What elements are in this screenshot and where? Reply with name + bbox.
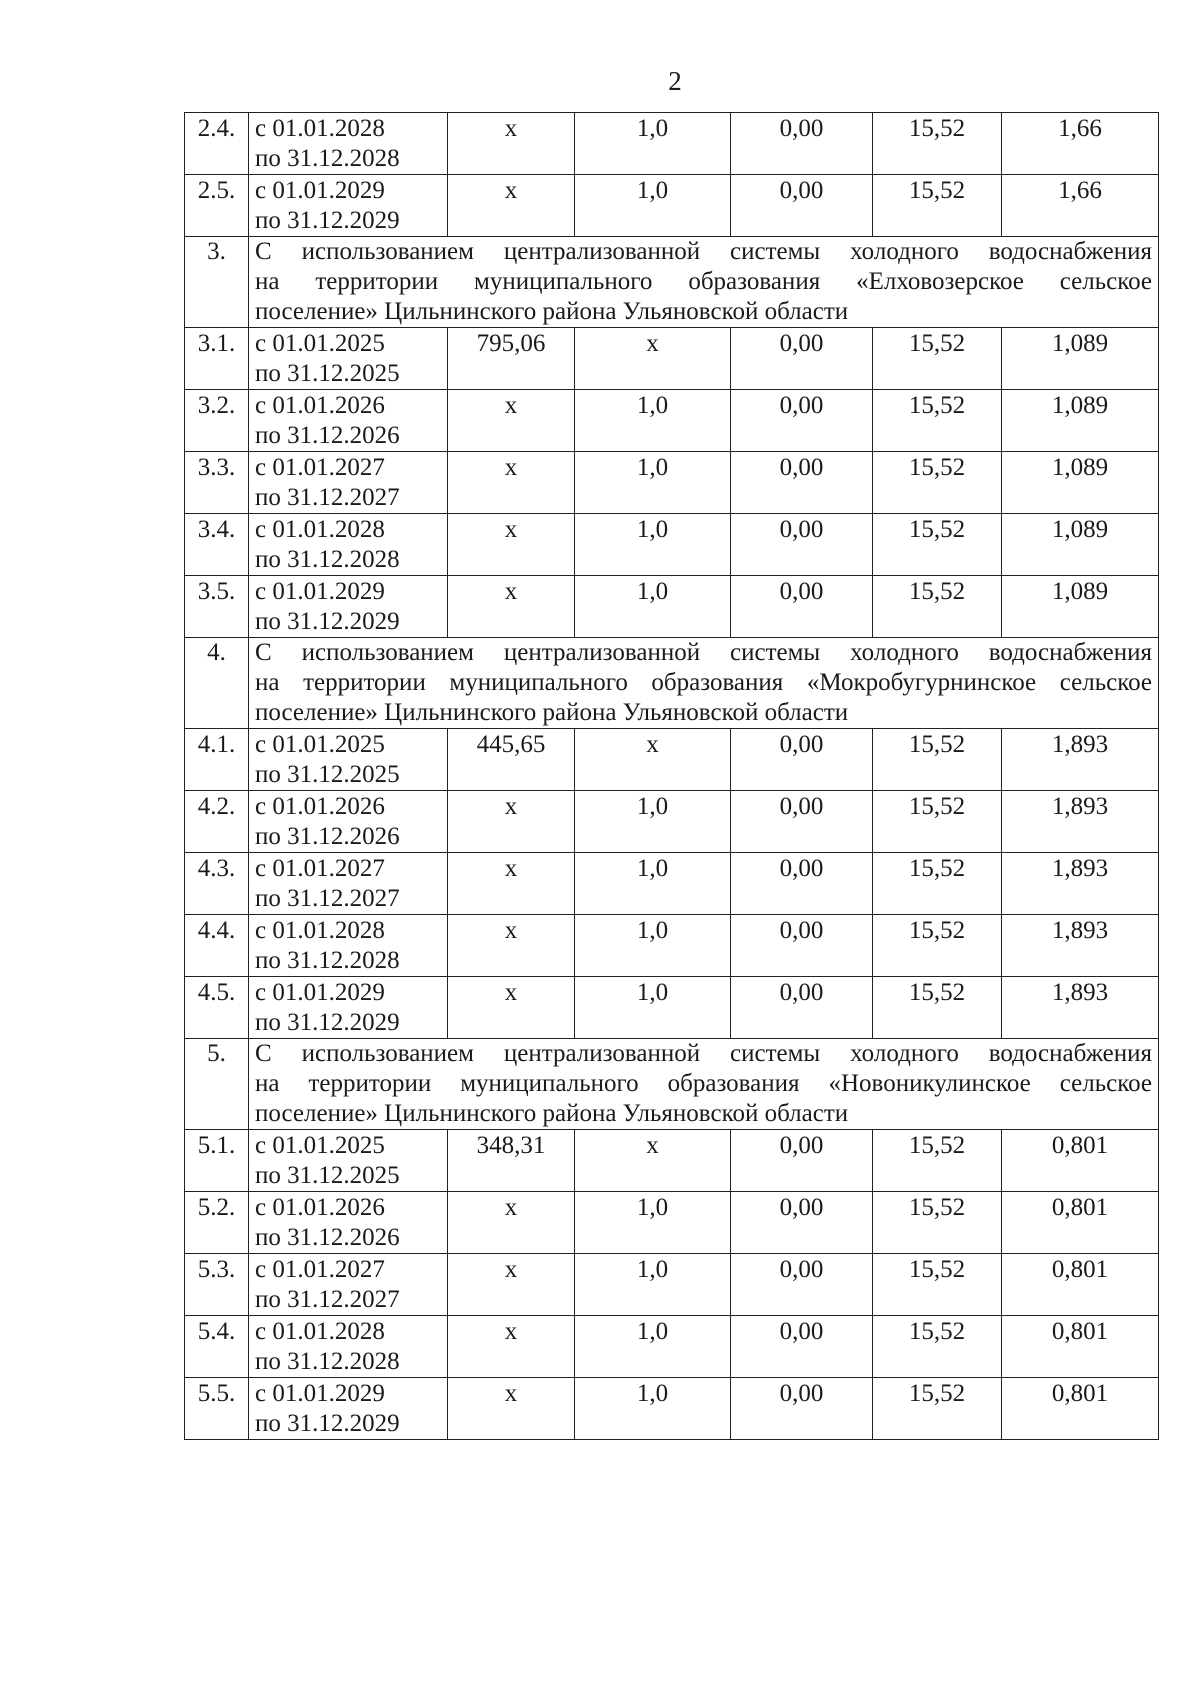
period-cell	[249, 514, 448, 576]
period-to: по 31.12.2026	[255, 422, 400, 449]
period-cell	[249, 113, 448, 175]
value-cell-3: х	[448, 576, 575, 638]
row-number-cell: 4.2.	[185, 791, 249, 853]
period-from: с 01.01.2027	[255, 855, 385, 882]
section-title-line: С использованием централизованной системы холодного водоснабжения	[255, 1040, 1152, 1067]
value-cell-5: 0,00	[731, 452, 873, 514]
value-cell-6: 15,52	[873, 390, 1002, 452]
period-cell	[249, 1192, 448, 1254]
table-row	[185, 1316, 1159, 1378]
row-number-cell: 4.3.	[185, 853, 249, 915]
value-cell-7: 0,801	[1002, 1130, 1159, 1192]
page-number: 2	[668, 66, 682, 96]
value-cell-5: 0,00	[731, 390, 873, 452]
period-to: по 31.12.2026	[255, 1224, 400, 1251]
period-cell	[249, 853, 448, 915]
value-cell-5: 0,00	[731, 1316, 873, 1378]
value-cell-3: х	[448, 113, 575, 175]
section-title-line: на территории муниципального образования «Елховозерское сельское	[255, 268, 1152, 295]
table-row	[185, 328, 1159, 390]
value-cell-7: 1,089	[1002, 514, 1159, 576]
table-row	[185, 1130, 1159, 1192]
value-cell-3: х	[448, 1316, 575, 1378]
period-cell	[249, 729, 448, 791]
value-cell-6: 15,52	[873, 1192, 1002, 1254]
value-cell-3: х	[448, 390, 575, 452]
period-cell	[249, 390, 448, 452]
value-cell-7: 1,089	[1002, 576, 1159, 638]
value-cell-4: 1,0	[575, 576, 731, 638]
value-cell-4: 1,0	[575, 977, 731, 1039]
value-cell-7: 1,893	[1002, 729, 1159, 791]
value-cell-4: 1,0	[575, 1378, 731, 1440]
period-from: с 01.01.2028	[255, 917, 385, 944]
row-number-cell: 5.3.	[185, 1254, 249, 1316]
value-cell-4: 1,0	[575, 1254, 731, 1316]
value-cell-6: 15,52	[873, 1316, 1002, 1378]
value-cell-7: 0,801	[1002, 1192, 1159, 1254]
table-row	[185, 390, 1159, 452]
value-cell-7: 1,893	[1002, 791, 1159, 853]
period-from: с 01.01.2025	[255, 330, 385, 357]
value-cell-6: 15,52	[873, 576, 1002, 638]
period-to: по 31.12.2029	[255, 608, 400, 635]
section-title-line: С использованием централизованной системы холодного водоснабжения	[255, 639, 1152, 666]
value-cell-5: 0,00	[731, 915, 873, 977]
period-cell	[249, 915, 448, 977]
value-cell-6: 15,52	[873, 452, 1002, 514]
value-cell-3: х	[448, 175, 575, 237]
section-title-line: поселение» Цильнинского района Ульяновской области	[255, 1100, 849, 1127]
value-cell-7: 1,66	[1002, 113, 1159, 175]
value-cell-5: 0,00	[731, 1192, 873, 1254]
row-number-cell: 2.4.	[185, 113, 249, 175]
value-cell-4: 1,0	[575, 175, 731, 237]
section-title-line: поселение» Цильнинского района Ульяновской области	[255, 699, 849, 726]
value-cell-6: 15,52	[873, 113, 1002, 175]
period-to: по 31.12.2029	[255, 1410, 400, 1437]
row-number-cell: 3.4.	[185, 514, 249, 576]
value-cell-6: 15,52	[873, 175, 1002, 237]
period-cell	[249, 175, 448, 237]
value-cell-6: 15,52	[873, 729, 1002, 791]
value-cell-3: 348,31	[448, 1130, 575, 1192]
value-cell-5: 0,00	[731, 977, 873, 1039]
period-from: с 01.01.2026	[255, 793, 385, 820]
value-cell-7: 1,893	[1002, 915, 1159, 977]
period-cell	[249, 791, 448, 853]
value-cell-3: х	[448, 791, 575, 853]
period-to: по 31.12.2027	[255, 484, 400, 511]
value-cell-6: 15,52	[873, 1254, 1002, 1316]
value-cell-7: 1,089	[1002, 390, 1159, 452]
table-row	[185, 175, 1159, 237]
value-cell-5: 0,00	[731, 576, 873, 638]
row-number-cell: 3.1.	[185, 328, 249, 390]
period-from: с 01.01.2028	[255, 516, 385, 543]
period-cell	[249, 1378, 448, 1440]
value-cell-6: 15,52	[873, 328, 1002, 390]
row-number-cell: 4.4.	[185, 915, 249, 977]
tariff-table-container	[184, 112, 1159, 1440]
value-cell-4: 1,0	[575, 853, 731, 915]
value-cell-6: 15,52	[873, 1130, 1002, 1192]
table-row	[185, 915, 1159, 977]
value-cell-7: 1,893	[1002, 977, 1159, 1039]
value-cell-4: 1,0	[575, 791, 731, 853]
row-number-cell: 4.5.	[185, 977, 249, 1039]
row-number-cell: 5.4.	[185, 1316, 249, 1378]
value-cell-7: 1,089	[1002, 328, 1159, 390]
period-from: с 01.01.2029	[255, 1380, 385, 1407]
table-row	[185, 977, 1159, 1039]
value-cell-3: х	[448, 977, 575, 1039]
value-cell-3: х	[448, 452, 575, 514]
section-header-row	[185, 237, 1159, 328]
period-from: с 01.01.2025	[255, 1132, 385, 1159]
period-cell	[249, 1316, 448, 1378]
tariff-table-body	[185, 113, 1159, 1440]
value-cell-5: 0,00	[731, 791, 873, 853]
section-number-cell: 3.	[185, 237, 249, 328]
value-cell-4: 1,0	[575, 915, 731, 977]
value-cell-5: 0,00	[731, 1378, 873, 1440]
period-cell	[249, 328, 448, 390]
value-cell-4: х	[575, 1130, 731, 1192]
table-row	[185, 791, 1159, 853]
period-from: с 01.01.2029	[255, 578, 385, 605]
row-number-cell: 3.5.	[185, 576, 249, 638]
table-row	[185, 452, 1159, 514]
section-number-cell: 5.	[185, 1039, 249, 1130]
tariff-table	[184, 112, 1159, 1440]
period-to: по 31.12.2025	[255, 360, 400, 387]
section-title-cell	[249, 638, 1159, 729]
value-cell-5: 0,00	[731, 113, 873, 175]
period-to: по 31.12.2028	[255, 145, 400, 172]
section-title-cell	[249, 237, 1159, 328]
value-cell-6: 15,52	[873, 915, 1002, 977]
value-cell-3: 795,06	[448, 328, 575, 390]
section-number-cell: 4.	[185, 638, 249, 729]
value-cell-5: 0,00	[731, 1130, 873, 1192]
period-from: с 01.01.2026	[255, 1194, 385, 1221]
period-to: по 31.12.2029	[255, 1009, 400, 1036]
period-cell	[249, 576, 448, 638]
period-to: по 31.12.2028	[255, 947, 400, 974]
value-cell-4: 1,0	[575, 113, 731, 175]
row-number-cell: 5.2.	[185, 1192, 249, 1254]
value-cell-3: х	[448, 1192, 575, 1254]
section-title-line: на территории муниципального образования «Новоникулинское сельское	[255, 1070, 1152, 1097]
table-row	[185, 1378, 1159, 1440]
period-from: с 01.01.2025	[255, 731, 385, 758]
period-from: с 01.01.2028	[255, 1318, 385, 1345]
value-cell-6: 15,52	[873, 977, 1002, 1039]
period-cell	[249, 1130, 448, 1192]
value-cell-6: 15,52	[873, 514, 1002, 576]
value-cell-3: х	[448, 915, 575, 977]
row-number-cell: 4.1.	[185, 729, 249, 791]
row-number-cell: 5.1.	[185, 1130, 249, 1192]
period-cell	[249, 977, 448, 1039]
period-from: с 01.01.2027	[255, 454, 385, 481]
value-cell-3: х	[448, 1378, 575, 1440]
period-to: по 31.12.2027	[255, 1286, 400, 1313]
value-cell-5: 0,00	[731, 853, 873, 915]
value-cell-4: х	[575, 729, 731, 791]
value-cell-4: 1,0	[575, 514, 731, 576]
row-number-cell: 2.5.	[185, 175, 249, 237]
value-cell-3: х	[448, 1254, 575, 1316]
table-row	[185, 113, 1159, 175]
value-cell-5: 0,00	[731, 514, 873, 576]
table-row	[185, 1192, 1159, 1254]
period-to: по 31.12.2028	[255, 1348, 400, 1375]
period-from: с 01.01.2027	[255, 1256, 385, 1283]
section-title-line: С использованием централизованной системы холодного водоснабжения	[255, 238, 1152, 265]
period-to: по 31.12.2025	[255, 761, 400, 788]
period-cell	[249, 1254, 448, 1316]
section-header-row	[185, 1039, 1159, 1130]
value-cell-6: 15,52	[873, 853, 1002, 915]
section-title-line: поселение» Цильнинского района Ульяновской области	[255, 298, 849, 325]
period-to: по 31.12.2027	[255, 885, 400, 912]
value-cell-5: 0,00	[731, 1254, 873, 1316]
value-cell-4: 1,0	[575, 390, 731, 452]
value-cell-7: 1,089	[1002, 452, 1159, 514]
period-to: по 31.12.2025	[255, 1162, 400, 1189]
table-row	[185, 514, 1159, 576]
table-row	[185, 729, 1159, 791]
value-cell-5: 0,00	[731, 175, 873, 237]
table-row	[185, 576, 1159, 638]
value-cell-4: 1,0	[575, 1316, 731, 1378]
value-cell-4: 1,0	[575, 452, 731, 514]
value-cell-7: 1,893	[1002, 853, 1159, 915]
period-to: по 31.12.2028	[255, 546, 400, 573]
value-cell-6: 15,52	[873, 791, 1002, 853]
section-title-cell	[249, 1039, 1159, 1130]
period-cell	[249, 452, 448, 514]
section-title-line: на территории муниципального образования «Мокробугурнинское сельское	[255, 669, 1152, 696]
value-cell-3: х	[448, 853, 575, 915]
value-cell-7: 0,801	[1002, 1316, 1159, 1378]
value-cell-4: х	[575, 328, 731, 390]
row-number-cell: 3.3.	[185, 452, 249, 514]
section-header-row	[185, 638, 1159, 729]
value-cell-3: х	[448, 514, 575, 576]
value-cell-4: 1,0	[575, 1192, 731, 1254]
value-cell-7: 0,801	[1002, 1254, 1159, 1316]
period-from: с 01.01.2029	[255, 979, 385, 1006]
period-from: с 01.01.2026	[255, 392, 385, 419]
table-row	[185, 1254, 1159, 1316]
value-cell-5: 0,00	[731, 729, 873, 791]
period-from: с 01.01.2028	[255, 115, 385, 142]
value-cell-6: 15,52	[873, 1378, 1002, 1440]
period-to: по 31.12.2029	[255, 207, 400, 234]
period-to: по 31.12.2026	[255, 823, 400, 850]
value-cell-3: 445,65	[448, 729, 575, 791]
value-cell-7: 0,801	[1002, 1378, 1159, 1440]
value-cell-7: 1,66	[1002, 175, 1159, 237]
value-cell-5: 0,00	[731, 328, 873, 390]
row-number-cell: 3.2.	[185, 390, 249, 452]
row-number-cell: 5.5.	[185, 1378, 249, 1440]
table-row	[185, 853, 1159, 915]
period-from: с 01.01.2029	[255, 177, 385, 204]
